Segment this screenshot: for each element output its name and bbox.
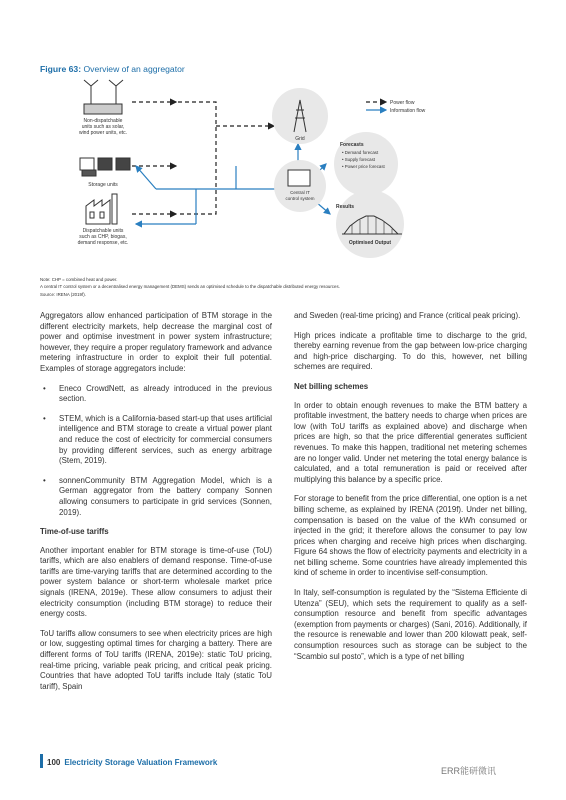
- right-column: [294, 311, 527, 671]
- left-column: [40, 311, 272, 701]
- footer-title: Electricity Storage Valuation Framework: [64, 758, 218, 767]
- figure-title: Figure 63: Overview of an aggregator: [40, 64, 185, 74]
- power-flow-lines: [132, 102, 274, 214]
- figure-note: Note: CHP = combined heat and power.: [40, 277, 118, 282]
- computer-icon: [288, 170, 310, 186]
- factory-icon: [86, 194, 117, 224]
- paragraph: For storage to benefit from the price differential, one option is a net billing scheme, as explained by IRENA (2019f). Under net billing, compensation is based on the value of the kWh consumed or injected in the grid; it therefore allows the consumer to pay low prices when charging and receive high prices when discharging. Figure 64 shows the flow of electricity payments and electricity in a net billing scheme. Some countries have already implemented this kind of scheme in order to incentivise self-consumption.: [294, 494, 527, 578]
- grid-label: Grid: [295, 136, 305, 142]
- optimised-output-label: Optimised Output: [348, 240, 392, 246]
- results-label: Results: [336, 204, 355, 210]
- list-item: • STEM, which is a California-based start-up that uses artificial intelligence and BTM storage to create a virtual power plant and reduce the cost of electricity for commercial consumers by providing different services, such as energy arbitrage (Stem, 2019).: [43, 413, 272, 466]
- forecast-item-3: • Power price forecast: [342, 164, 385, 169]
- paragraph: Another important enabler for BTM storage is time-of-use (ToU) tariffs, which are also enablers of demand response. Time-of-use tariffs are time-varying tariffs that are determined according to the power system balance or short-term wholesale market price signals (IRENA, 2019e). These allow consumers to adjust their electricity consumption (including BTM storage) to reduce their energy costs.: [40, 545, 272, 619]
- figure-source: Source: IRENA (2019f).: [40, 292, 86, 297]
- results-circle: [336, 190, 404, 258]
- section-heading: Net billing schemes: [294, 381, 369, 391]
- non-dispatchable-label-3: wind power units, etc.: [78, 130, 128, 136]
- watermark: ERR能研微讯: [441, 766, 497, 776]
- list-item: • sonnenCommunity BTM Aggregation Model, which is a German aggregator from the battery company Sonnen allowing consumers to participate in grid services (Sonnen, 2019).: [43, 475, 272, 517]
- forecast-item-2: • Supply forecast: [342, 157, 376, 162]
- figure-note-2: A central IT control system or a decentralised energy management (DEMS) sends an optimised schedule to the dispatchable distributed energy resources.: [40, 284, 340, 289]
- control-label-1: Central IT: [290, 190, 310, 195]
- storage-icon: [80, 158, 130, 176]
- control-label-2: control system: [285, 196, 315, 201]
- dispatchable-label-3: demand response, etc.: [77, 240, 129, 246]
- paragraph: and Sweden (real-time pricing) and France (critical peak pricing).: [294, 311, 521, 320]
- forecast-item-1: • Demand forecast: [342, 150, 379, 155]
- legend-power-label: Power flow: [390, 100, 415, 106]
- forecasts-title: Forecasts: [340, 142, 364, 148]
- paragraph: In order to obtain enough revenues to make the BTM battery a profitable investment, the battery needs to charge when prices are low (with ToU tariffs as explained above) and discharge when prices are high, so that the price differential generates sufficient revenues. To make this happen, traditional net metering schemes are no longer valid. Under net metering the total energy balance is calculated, and a total remuneration is paid or received after multiplying this balance by a specific price.: [294, 400, 527, 484]
- page-number: 100: [47, 758, 61, 767]
- non-dispatchable-label-2: units such as solar,: [81, 124, 125, 130]
- footer: [47, 758, 217, 767]
- aggregator-diagram: [36, 74, 426, 274]
- non-dispatchable-label-1: Non-dispatchable: [83, 118, 123, 124]
- paragraph: ToU tariffs allow consumers to see when electricity prices are high or low, suggesting optimal times for charging a battery. There are different forms of ToU tariffs (IRENA, 2019e): static ToU pricing, real-time pricing, variable peak pricing, and critical peak pricing. Countries that have adopted ToU tariffs include Italy (static ToU tariff), Spain: [40, 628, 272, 691]
- section-heading: Time-of-use tariffs: [40, 527, 109, 537]
- paragraph: Aggregators allow enhanced participation of BTM storage in the different electricity markets, help decrease the marginal cost of power and optimise investment in power system infrastructure; however, they require a proper regulatory framework and advance metering infrastructure in order to exploit their full potential. Examples of storage aggregators include:: [40, 311, 272, 373]
- footer-bar: [40, 754, 43, 768]
- aggregator-list: [40, 384, 272, 519]
- dispatchable-label-2: such as CHP, biogas,: [79, 234, 127, 240]
- paragraph: High prices indicate a profitable time to discharge to the grid, thereby earning revenue from the gap between low-price charging and high-price discharging. To do this, however, net billing schemes are required.: [294, 330, 527, 372]
- wind-turbine-icon: [84, 80, 123, 114]
- list-item: • Eneco CrowdNett, as already introduced in the previous section.: [43, 383, 272, 404]
- paragraph: In Italy, self-consumption is regulated by the “Sistema Efficiente di Utenza” (SEU), which sets the requirement to qualify as a self-consumption resource and benefit from specific advantages (exemption from payments or charges) (Sani, 2016). Additionally, if the resource is renewable and lower than 200 kilowatt peak, self-consumption resources such as storage can be subject to the “Scambio sul posto”, which is a type of net billing: [294, 588, 527, 661]
- legend-info-label: Information flow: [390, 108, 426, 114]
- storage-label: Storage units: [88, 182, 118, 188]
- dispatchable-label-1: Dispatchable units: [82, 228, 124, 234]
